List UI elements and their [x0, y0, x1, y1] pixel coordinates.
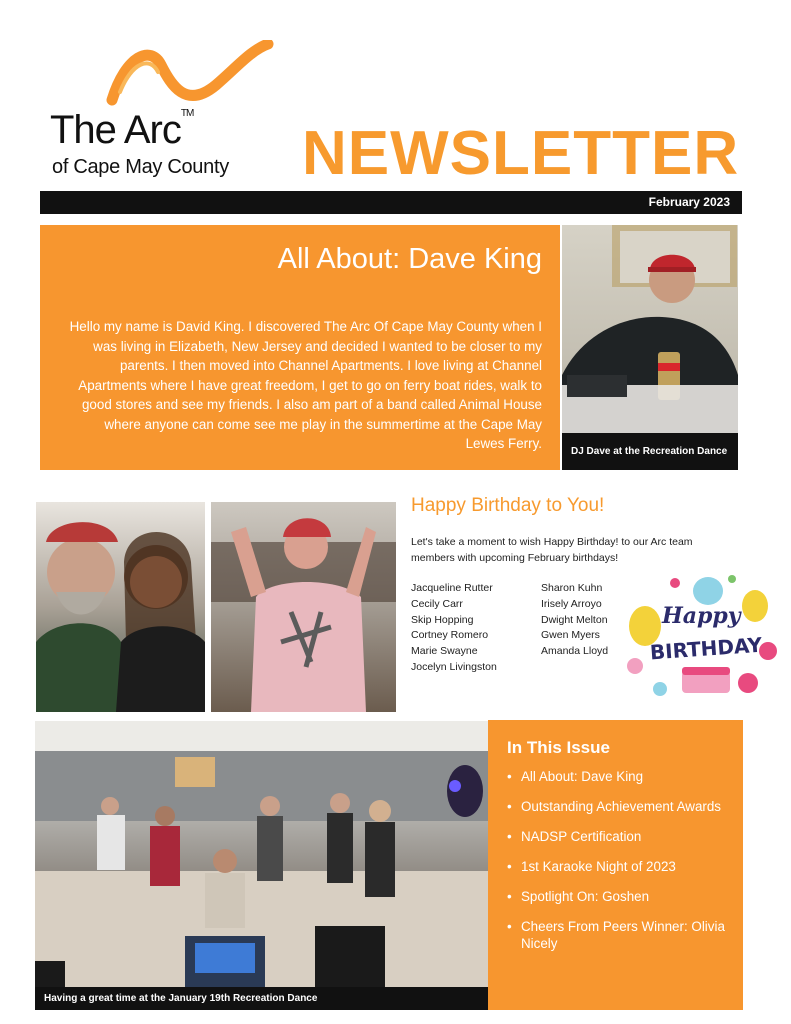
issue-item-label: Outstanding Achievement Awards	[521, 799, 721, 814]
issue-item	[507, 858, 732, 875]
birthday-name: Sharon Kuhn	[541, 582, 603, 594]
issue-date: February 2023	[648, 195, 730, 209]
issue-item	[507, 828, 732, 845]
birthday-graphic-birthday: BIRTHDAY	[649, 632, 763, 665]
bullet-icon: •	[507, 799, 512, 814]
birthday-photo-left-illustration	[36, 502, 205, 712]
issue-item	[507, 918, 732, 952]
bullet-icon: •	[507, 769, 512, 784]
recreation-dance-photo	[35, 721, 488, 1010]
dj-dave-photo	[562, 225, 738, 470]
birthday-names-column-2	[541, 581, 608, 660]
issue-item	[507, 768, 732, 785]
birthday-photo-right-illustration	[211, 502, 396, 712]
newsletter-title: NEWSLETTER	[302, 119, 740, 188]
birthday-name: Irisely Arroyo	[541, 597, 602, 610]
date-bar	[40, 191, 742, 214]
issue-item-label: NADSP Certification	[521, 829, 642, 844]
dance-photo-caption: Having a great time at the January 19th Recreation Dance	[35, 987, 488, 1010]
issue-item	[507, 798, 732, 815]
logo-name	[50, 108, 193, 153]
birthday-name: Marie Swayne	[411, 645, 478, 658]
birthday-name: Amanda Lloyd	[541, 645, 609, 658]
logo-trademark: TM	[180, 108, 194, 119]
logo-subtitle: of Cape May County	[52, 156, 229, 178]
bullet-icon: •	[507, 889, 512, 904]
issue-item-label: 1st Karaoke Night of 2023	[521, 859, 676, 874]
birthday-graphic-happy: Happy	[662, 603, 741, 629]
arc-swoosh-logo-icon	[106, 40, 276, 115]
bullet-icon: •	[507, 859, 512, 874]
in-this-issue-list	[507, 768, 732, 965]
bullet-icon: •	[507, 829, 512, 844]
in-this-issue-box	[488, 720, 743, 1010]
birthday-name: Cortney Romero	[411, 629, 489, 642]
issue-item-label: All About: Dave King	[521, 769, 644, 784]
birthday-heading: Happy Birthday to You!	[411, 495, 605, 516]
birthday-name: Gwen Myers	[541, 629, 600, 642]
recreation-dance-photo-illustration	[35, 721, 488, 987]
issue-item	[507, 888, 732, 905]
in-this-issue-heading: In This Issue	[507, 738, 610, 757]
feature-heading: All About: Dave King	[277, 243, 542, 275]
birthday-photo-left	[36, 502, 205, 712]
birthday-name: Jacqueline Rutter	[411, 582, 493, 594]
birthday-names-column-1	[411, 581, 497, 676]
birthday-intro: Let's take a moment to wish Happy Birthday! to our Arc team members with upcoming February birthdays!	[411, 536, 693, 564]
issue-item-label: Cheers From Peers Winner: Olivia Nicely	[521, 919, 725, 951]
dj-dave-photo-illustration	[562, 225, 738, 433]
feature-article	[40, 225, 560, 470]
birthday-photo-right	[211, 502, 396, 712]
happy-birthday-balloons-icon	[620, 571, 780, 706]
happy-birthday-graphic	[620, 571, 780, 706]
arc-logo	[46, 40, 286, 185]
feature-body: Hello my name is David King. I discovered The Arc Of Cape May County when I was living in Elizabeth, New Jersey and decided I wanted to be closer to my parents. I then moved into Channel Apartments. I love living at Channel Apartments where I have great freedom, I get to go on ferry boat rides, walk to good stores and see my friends. I also am part of a band called Animal House where anyone can come see me play in the summertime at the Cape May Lewes Ferry.	[69, 319, 542, 451]
issue-item-label: Spotlight On: Goshen	[521, 889, 650, 904]
birthday-name: Jocelyn Livingston	[411, 660, 497, 673]
logo-name-text: The Arc	[50, 108, 181, 152]
bullet-icon: •	[507, 919, 512, 934]
dj-dave-caption: DJ Dave at the Recreation Dance	[562, 433, 738, 470]
birthday-name: Dwight Melton	[541, 613, 608, 626]
birthday-name: Skip Hopping	[411, 613, 474, 626]
birthday-name: Cecily Carr	[411, 597, 463, 610]
